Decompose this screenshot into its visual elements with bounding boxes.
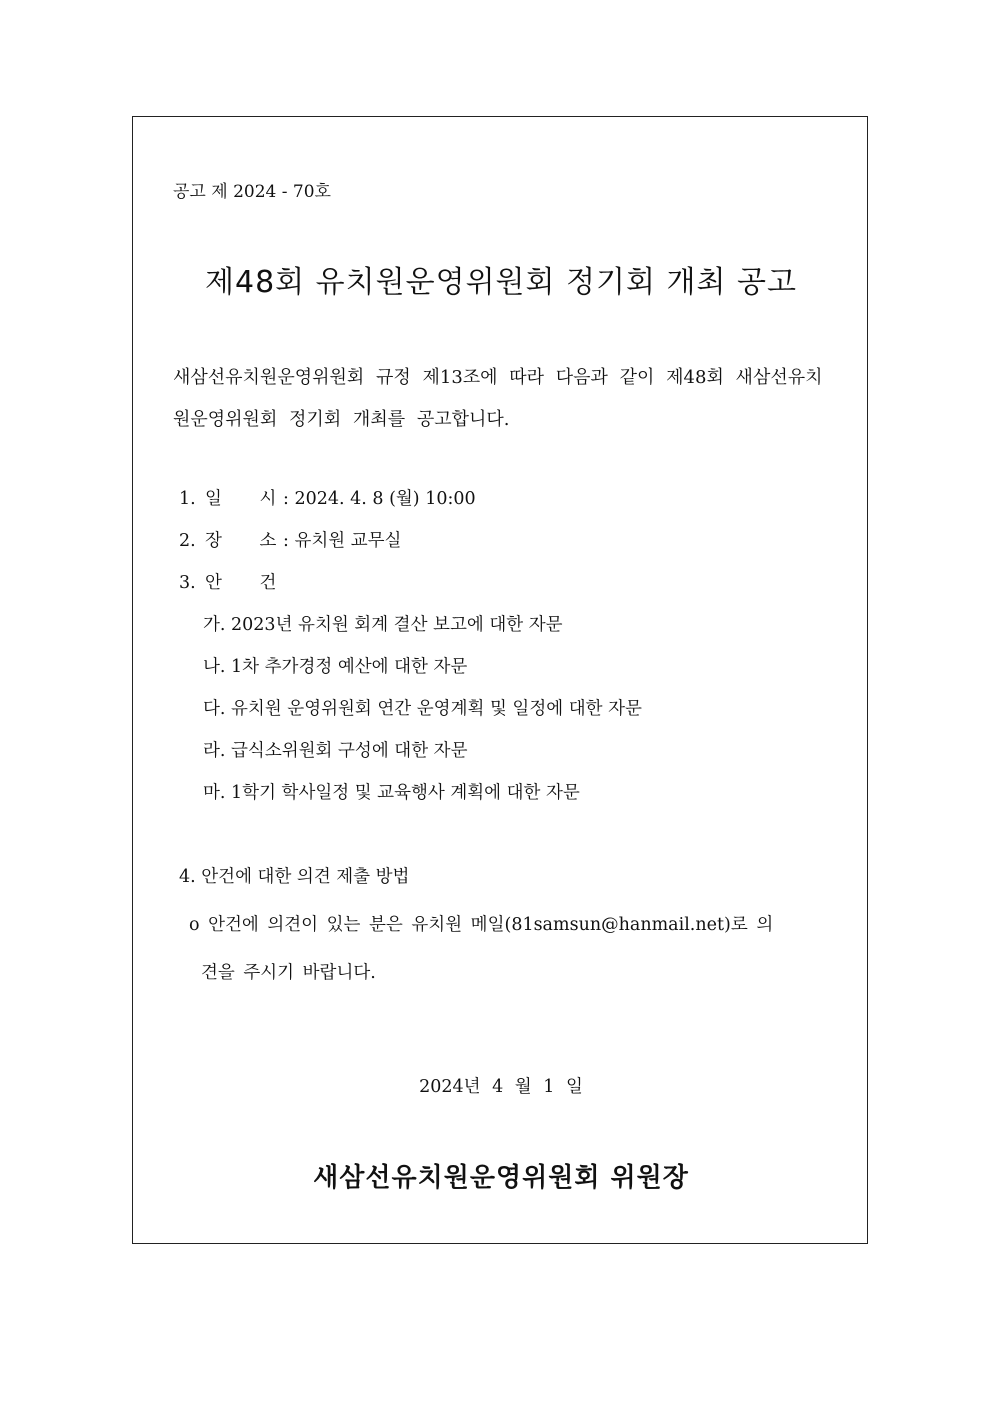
page-title: 제48회 유치원운영위원회 정기회 개최 공고 — [205, 265, 797, 300]
opinion-line: 견을 주시기 바랍니다. — [201, 963, 376, 983]
agenda-item: 나. 1차 추가경정 예산에 대한 자문 — [203, 657, 468, 677]
notice-date: 2024년 4 월 1 일 — [419, 1077, 583, 1097]
agenda-item: 마. 1학기 학사일정 및 교육행사 계획에 대한 자문 — [203, 783, 580, 803]
agenda-item: 가. 2023년 유치원 회계 결산 보고에 대한 자문 — [203, 615, 563, 635]
item-number: 1. — [179, 489, 196, 509]
item-place — [179, 527, 401, 555]
notice-frame — [132, 116, 868, 1244]
agenda-item: 다. 유치원 운영위원회 연간 운영계획 및 일정에 대한 자문 — [203, 699, 642, 719]
opinion-heading: 4. 안건에 대한 의견 제출 방법 — [179, 867, 410, 887]
item-label: 일 시 — [205, 489, 293, 509]
item-label: 장 소 — [205, 531, 293, 551]
item-agenda — [179, 569, 293, 597]
item-value: : 유치원 교무실 — [283, 531, 402, 551]
item-datetime — [179, 485, 476, 513]
agenda-item: 라. 급식소위원회 구성에 대한 자문 — [203, 741, 468, 761]
item-number: 3. — [179, 573, 196, 593]
item-label: 안 건 — [205, 573, 293, 593]
item-number: 2. — [179, 531, 196, 551]
opinion-method — [191, 901, 821, 997]
opinion-line: o 안건에 의견이 있는 분은 유치원 메일(81samsun@hanmail.net)로 의 — [189, 915, 774, 935]
notice-number: 공고 제 2024 - 70호 — [173, 182, 331, 202]
intro-paragraph: 새삼선유치원운영위원회 규정 제13조에 따라 다음과 같이 제48회 새삼선유치원운영위원회 정기회 개최를 공고합니다. — [173, 367, 823, 430]
signer: 새삼선유치원운영위원회 위원장 — [313, 1163, 689, 1193]
item-value: : 2024. 4. 8 (월) 10:00 — [283, 489, 476, 509]
